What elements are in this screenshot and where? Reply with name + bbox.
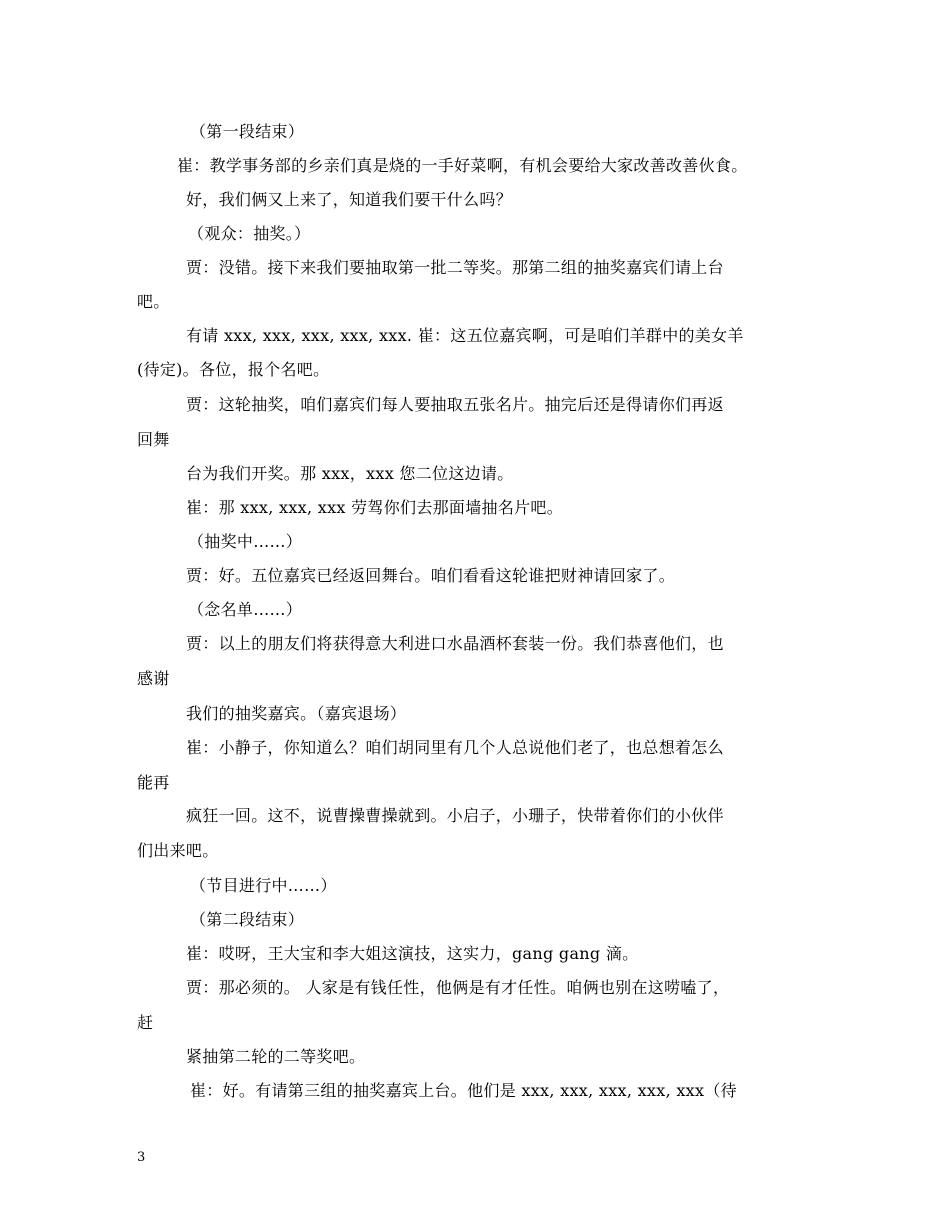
text-line: （观众：抽奖。） bbox=[188, 224, 311, 243]
text-line: 们出来吧。 bbox=[137, 841, 219, 860]
text-line: 有请 xxx, xxx, xxx, xxx, xxx. 崔：这五位嘉宾啊，可是咱们羊群中的美女羊 bbox=[186, 326, 744, 345]
text-line: 崔：哎呀，王大宝和李大姐这演技，这实力，gang gang 滴。 bbox=[186, 944, 639, 963]
text-line: 吧。 bbox=[137, 292, 170, 311]
text-line: 崔：教学事务部的乡亲们真是烧的一手好菜啊，有机会要给大家改善改善伙食。 bbox=[177, 156, 748, 175]
text-line: 贾：以上的朋友们将获得意大利进口水晶酒杯套装一份。我们恭喜他们，也 bbox=[186, 634, 724, 653]
text-line: 贾：这轮抽奖，咱们嘉宾们每人要抽取五张名片。抽完后还是得请你们再返 bbox=[186, 395, 724, 414]
text-line: 崔：那 xxx, xxx, xxx 劳驾你们去那面墙抽名片吧。 bbox=[186, 498, 564, 517]
page-number: 3 bbox=[137, 1150, 146, 1165]
text-line: 贾：没错。接下来我们要抽取第一批二等奖。那第二组的抽奖嘉宾们请上台 bbox=[186, 258, 724, 277]
text-line: 贾：好。五位嘉宾已经返回舞台。咱们看看这轮谁把财神请回家了。 bbox=[186, 566, 676, 585]
text-line: （节目进行中……） bbox=[190, 876, 337, 895]
text-line: 崔：好。有请第三组的抽奖嘉宾上台。他们是 xxx, xxx, xxx, xxx, xxx（待 bbox=[190, 1081, 737, 1100]
text-line: 我们的抽奖嘉宾。（嘉宾退场） bbox=[186, 704, 407, 723]
text-line: 赶 bbox=[137, 1013, 154, 1032]
text-line: 疯狂一回。这不，说曹操曹操就到。小启子，小珊子，快带着你们的小伙伴 bbox=[186, 806, 724, 825]
text-line: 回舞 bbox=[137, 430, 170, 449]
text-line: 好，我们俩又上来了，知道我们要干什么吗？ bbox=[186, 190, 513, 209]
text-line: （抽奖中……） bbox=[188, 532, 303, 551]
text-line: （第二段结束） bbox=[190, 910, 305, 929]
text-line: 感谢 bbox=[137, 669, 170, 688]
text-line: 台为我们开奖。那 xxx，xxx 您二位这边请。 bbox=[186, 464, 514, 483]
text-line: 紧抽第二轮的二等奖吧。 bbox=[186, 1047, 366, 1066]
text-line: 崔：小静子，你知道么？咱们胡同里有几个人总说他们老了，也总想着怎么 bbox=[186, 738, 724, 757]
text-line: 贾：那必须的。 人家是有钱任性，他俩是有才任性。咱俩也别在这唠嗑了， bbox=[186, 978, 730, 997]
text-line: （念名单……） bbox=[188, 600, 303, 619]
text-line: 能再 bbox=[137, 773, 170, 792]
text-line: （第一段结束） bbox=[190, 122, 305, 141]
text-line: (待定)。各位，报个名吧。 bbox=[137, 360, 330, 379]
